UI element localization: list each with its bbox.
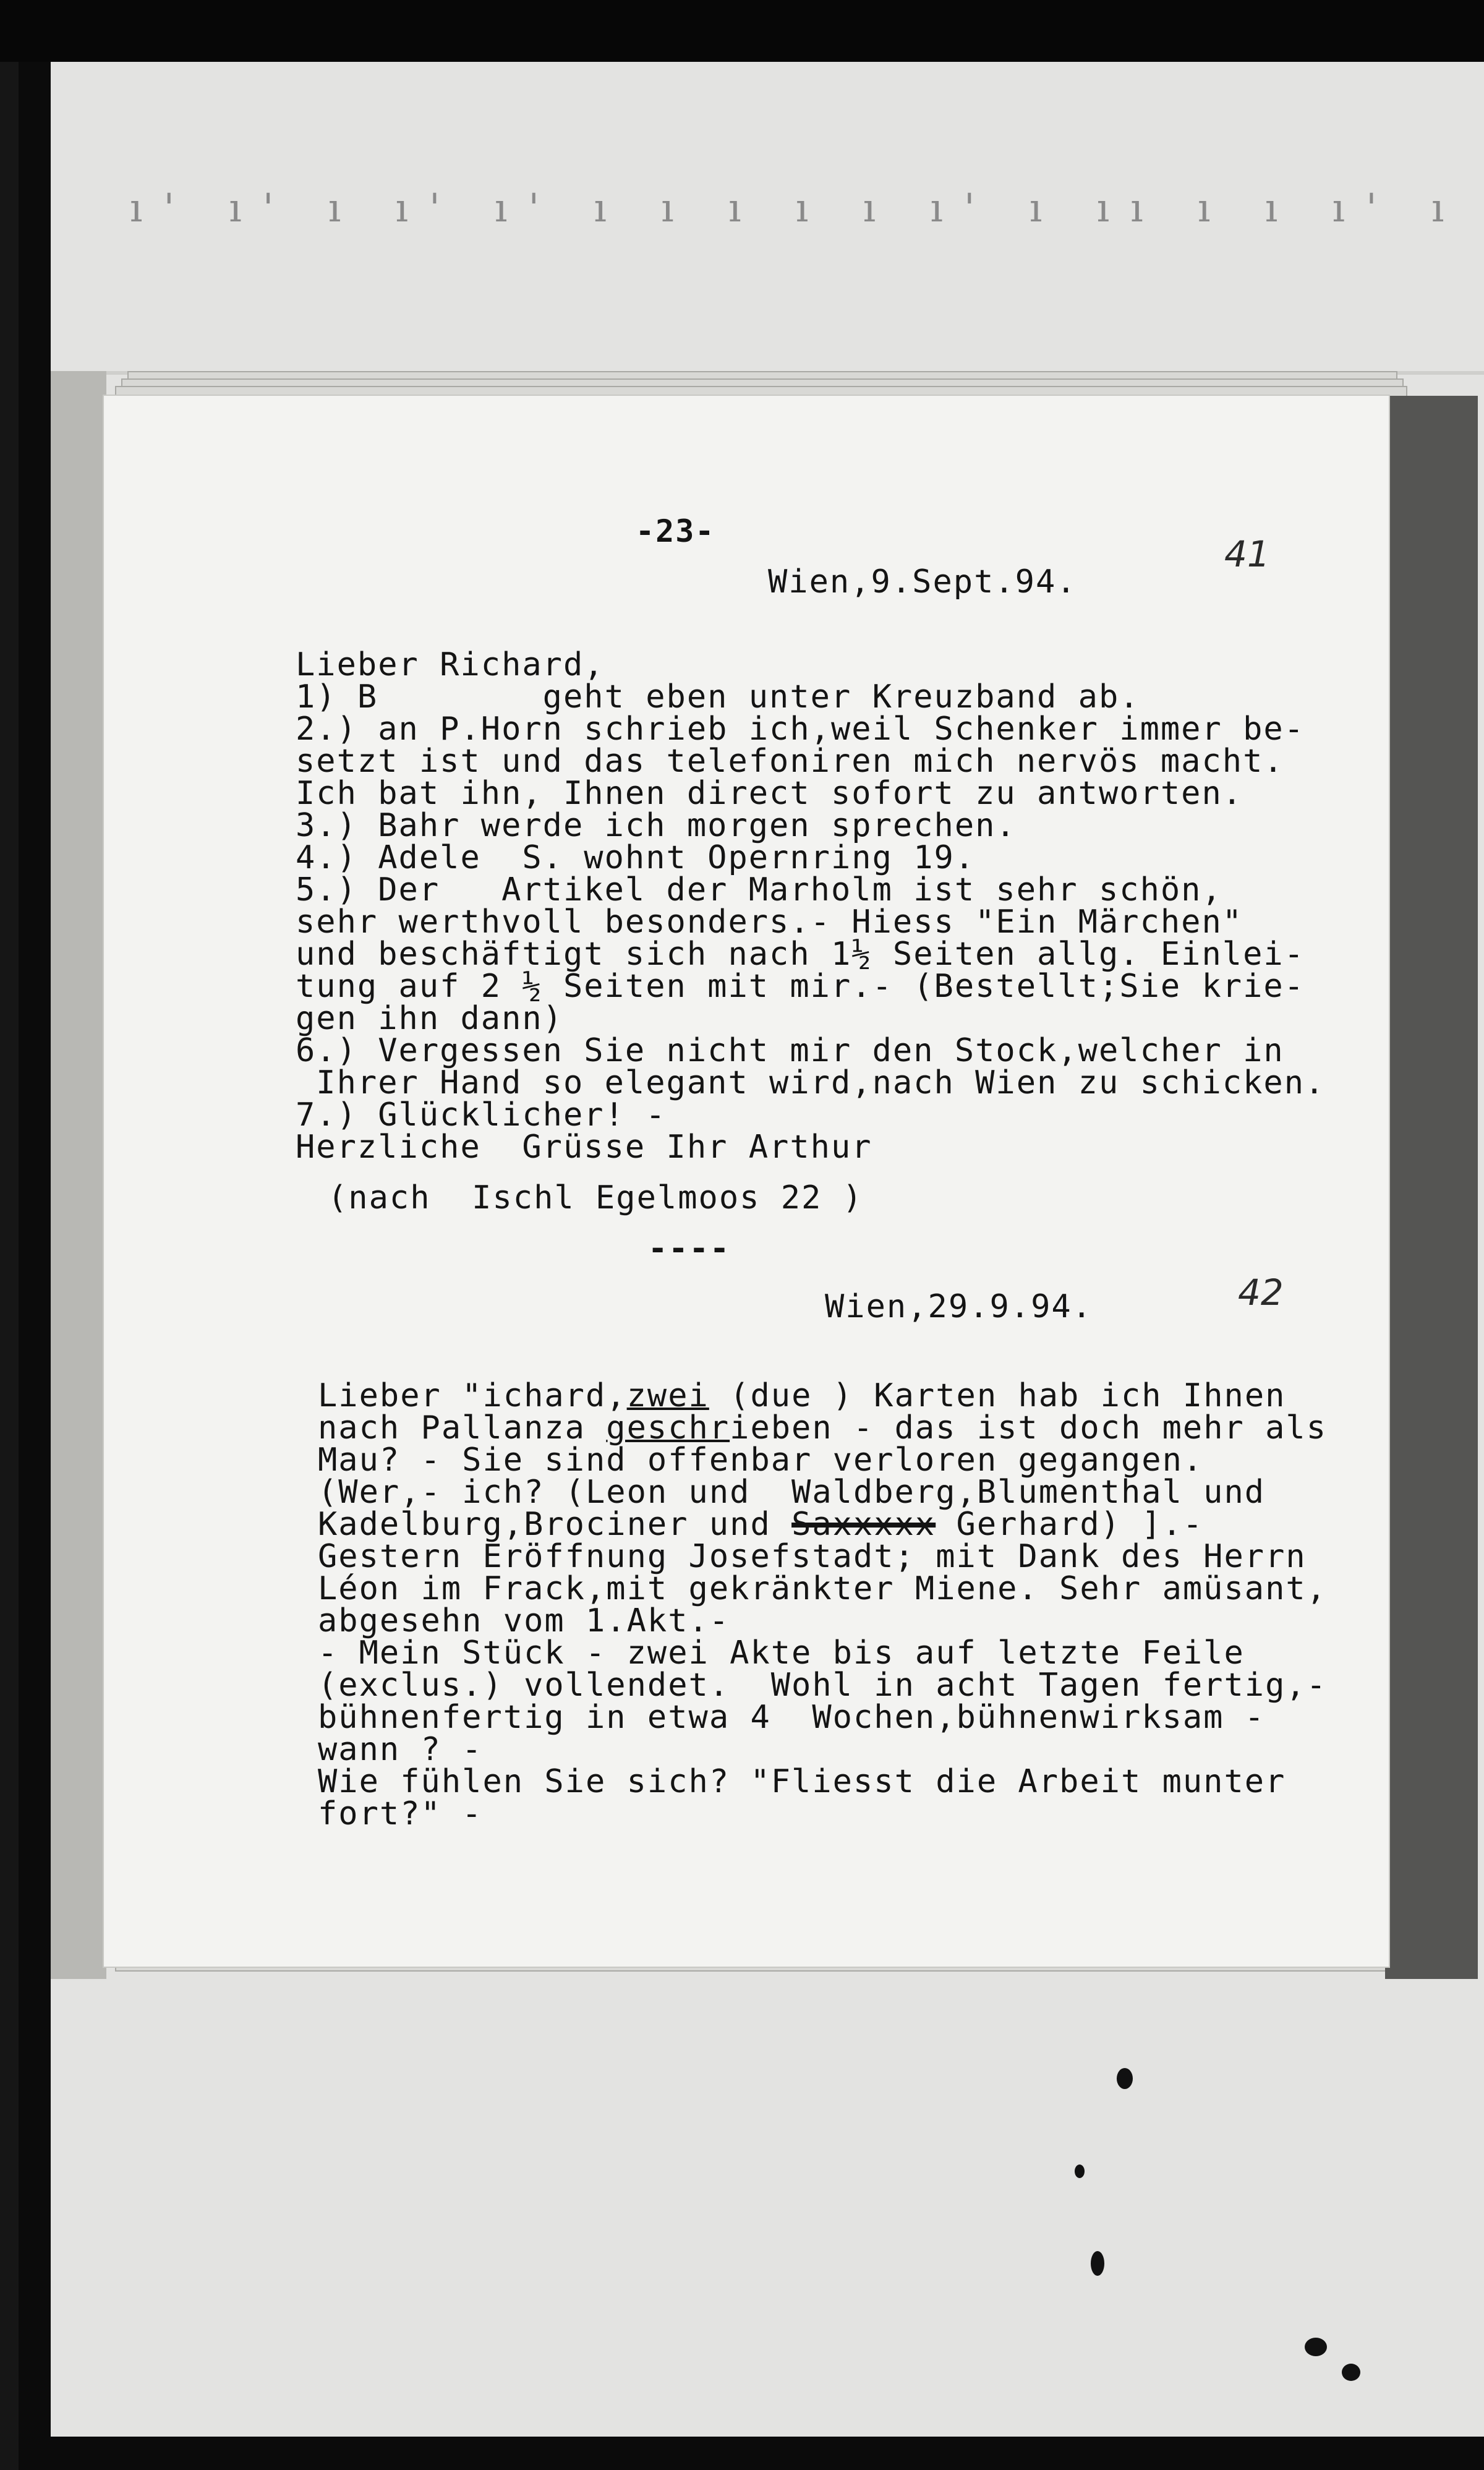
letter2-line: Wie fühlen Sie sich? "Fliesst die Arbeit munter	[318, 1763, 1286, 1800]
ink-spot	[1091, 2251, 1104, 2276]
backing-shadow	[51, 371, 106, 1979]
letter1-date: Wien,9.Sept.94.	[768, 563, 1077, 600]
letter1-line: 4.) Adele S. wohnt Opernring 19.	[296, 839, 976, 876]
letter1-line: 5.) Der Artikel der Marholm ist sehr schön,	[296, 871, 1222, 908]
letter2-line: (Wer,- ich? (Leon und Waldberg,Blumenthal und	[318, 1474, 1266, 1511]
letter1-line: Ihrer Hand so elegant wird,nach Wien zu schicken.	[296, 1064, 1326, 1101]
letter1-signature: Herzliche Grüsse Ihr Arthur	[296, 1129, 872, 1166]
underlined-word: geschr	[606, 1409, 730, 1447]
scan-top-border	[0, 0, 1484, 62]
letter2-line: (exclus.) vollendet. Wohl in acht Tagen fertig,-	[318, 1667, 1328, 1704]
ink-spot	[1075, 2164, 1085, 2178]
ink-spot	[1117, 2068, 1133, 2089]
letter1-line: 3.) Bahr werde ich morgen sprechen.	[296, 807, 1017, 844]
letter1-line: setzt ist und das telefoniren mich nervös macht.	[296, 743, 1284, 780]
ink-spot	[1305, 2338, 1327, 2356]
letter2-line: wann ? -	[318, 1731, 483, 1768]
text-span: (due ) Karten hab ich Ihnen	[709, 1377, 1286, 1414]
ink-spot	[1342, 2364, 1360, 2381]
letter2-date: Wien,29.9.94.	[825, 1288, 1093, 1325]
letter1-line: und beschäftigt sich nach 1½ Seiten allg. Einlei-	[296, 936, 1305, 973]
letter1-line: Lieber Richard,	[296, 646, 605, 683]
letter1-line: 7.) Glücklicher! -	[296, 1096, 667, 1134]
letter2-line: bühnenfertig in etwa 4 Wochen,bühnenwirksam -	[318, 1699, 1266, 1736]
letter2-line: - Mein Stück - zwei Akte bis auf letzte Feile	[318, 1635, 1245, 1672]
letter1-line: 1) B geht eben unter Kreuzband ab.	[296, 678, 1140, 716]
bleed-through-marks: ı' ı' ı ı' ı' ı ı ı ı ı ı' ı ıı ı ı ı' ı	[130, 186, 1465, 231]
letter2-line: Gestern Eröffnung Josefstadt; mit Dank des Herrn	[318, 1538, 1307, 1575]
text-span: Lieber "ichard,	[318, 1377, 627, 1414]
letter1-line: tung auf 2 ½ Seiten mit mir.- (Bestellt;Sie krie-	[296, 968, 1305, 1005]
text-span: ieben - das ist doch mehr als	[730, 1409, 1328, 1447]
page-number: -23-	[636, 513, 715, 549]
letter2-line: Mau? - Sie sind offenbar verloren gegangen.	[318, 1442, 1204, 1479]
letter1-address-note: (nach Ischl Egelmoos 22 )	[328, 1179, 863, 1216]
page-stack-shadow	[1385, 396, 1478, 1979]
struck-out-word: Saxxxxx	[791, 1506, 936, 1543]
letter2-archive-number: 42	[1238, 1271, 1284, 1314]
letter2-line	[318, 1506, 1203, 1542]
letter1-line: 6.) Vergessen Sie nicht mir den Stock,welcher in	[296, 1032, 1284, 1069]
letter2-line	[318, 1378, 1286, 1414]
letter1-line: gen ihn dann)	[296, 1000, 563, 1037]
letter1-line: Ich bat ihn, Ihnen direct sofort zu antworten.	[296, 775, 1243, 812]
letter2-line	[318, 1410, 1327, 1446]
text-span: Kadelburg,Brociner und	[318, 1506, 792, 1543]
typewritten-page	[104, 396, 1389, 1967]
letter1-archive-number: 41	[1224, 533, 1270, 575]
letter1-line: 2.) an P.Horn schrieb ich,weil Schenker immer be-	[296, 711, 1305, 748]
letter-separator: ----	[648, 1230, 731, 1267]
text-span: Gerhard) ].-	[936, 1506, 1204, 1543]
letter2-line: fort?" -	[318, 1795, 483, 1832]
letter2-line: abgesehn vom 1.Akt.-	[318, 1602, 730, 1639]
underlined-word: zwei	[626, 1377, 709, 1414]
text-span: nach Pallanza	[318, 1409, 607, 1447]
letter1-line: sehr werthvoll besonders.- Hiess "Ein Märchen"	[296, 904, 1243, 941]
scan-left-border	[0, 62, 19, 2470]
letter2-line: Léon im Frack,mit gekränkter Miene. Sehr amüsant,	[318, 1570, 1328, 1607]
